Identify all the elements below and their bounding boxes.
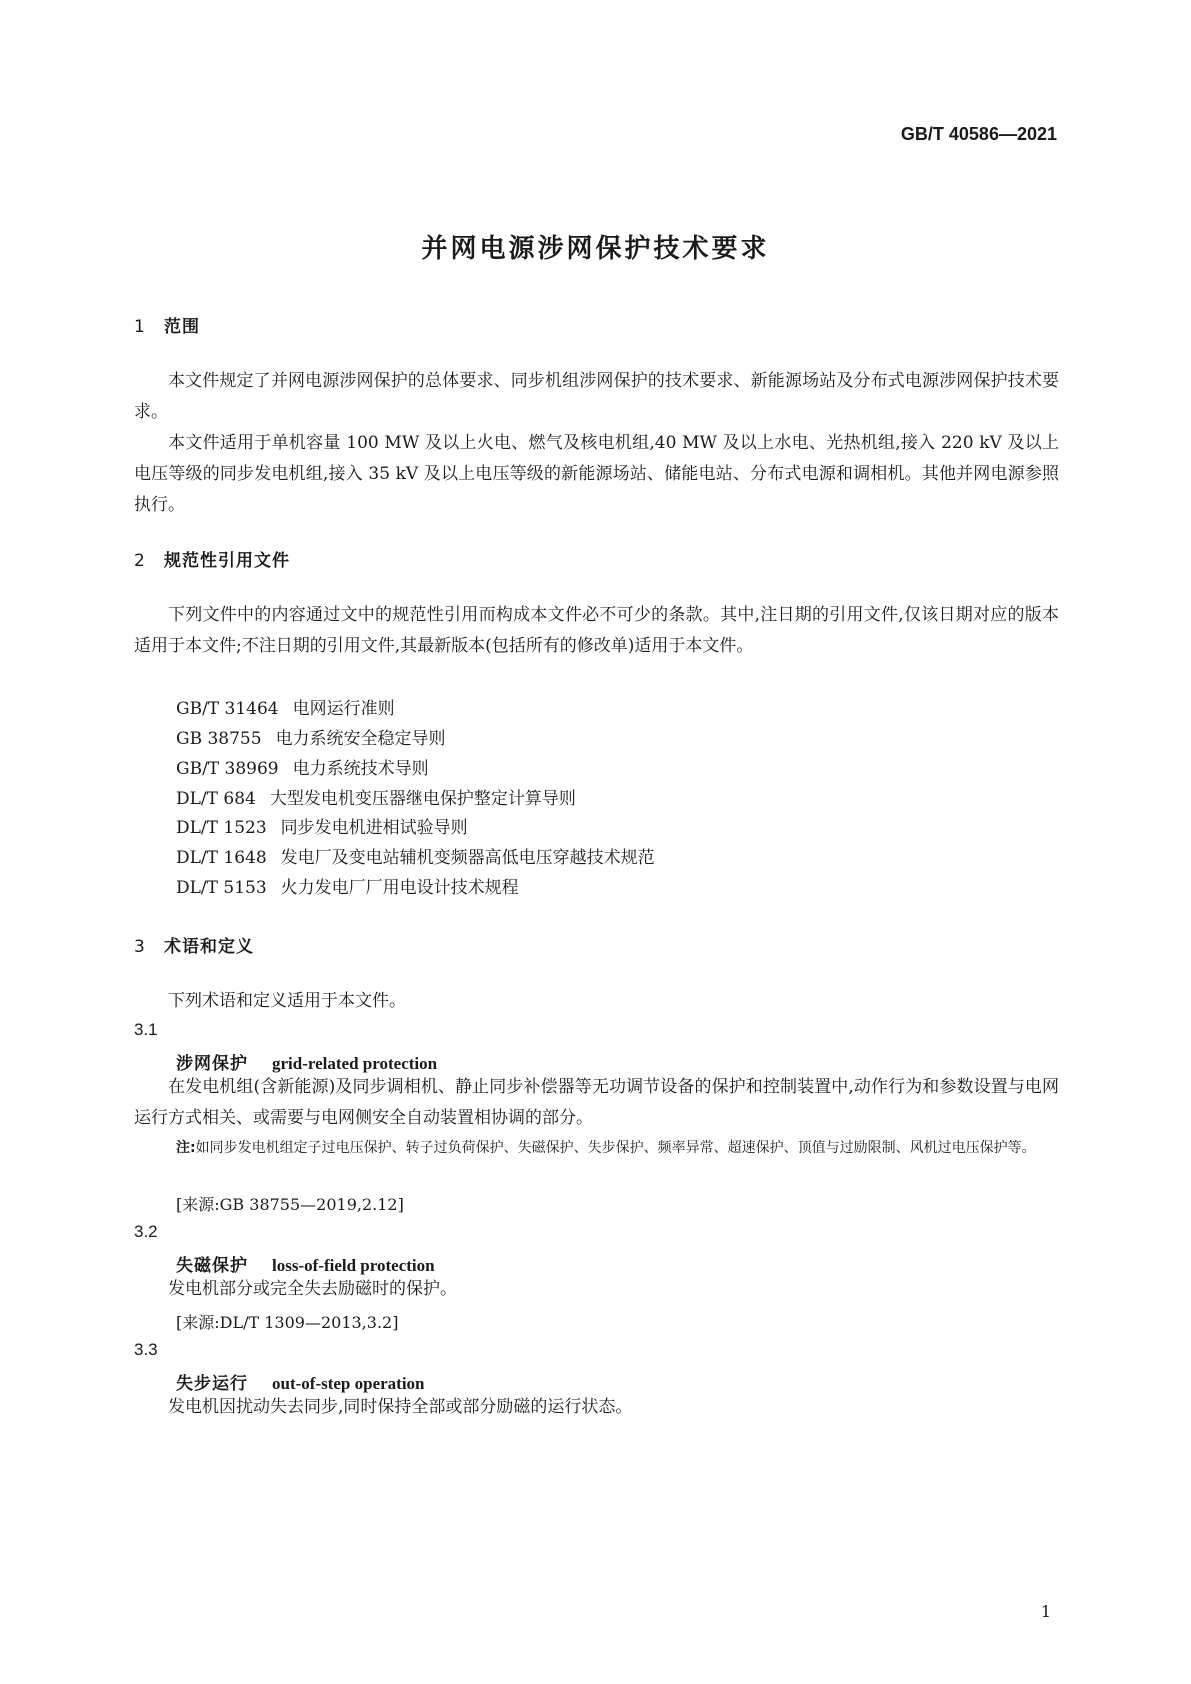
- reference-code: GB 38755: [176, 729, 262, 749]
- page-number: 1: [1040, 1602, 1051, 1621]
- reference-item: [176, 843, 655, 868]
- reference-title: 火力发电厂厂用电设计技术规程: [280, 878, 519, 898]
- term-en: loss-of-field protection: [272, 1256, 435, 1275]
- term-definition: 发电机部分或完全失去励磁时的保护。: [168, 1279, 457, 1299]
- term-heading: [176, 1049, 437, 1074]
- reference-code: DL/T 1648: [176, 848, 267, 868]
- section-1-heading: [134, 312, 200, 337]
- term-source: [来源:GB 38755—2019,2.12]: [176, 1195, 404, 1214]
- note-label: 注:: [176, 1140, 196, 1156]
- scope-paragraph-2: 本文件适用于单机容量 100 MW 及以上火电、燃气及核电机组,40 MW 及以上水电、光热机组,接入 220 kV 及以上电压等级的同步发电机组,接入 35 kV 及以上电压等级的新能源场站、储能电站、分布式电源和调相机。其他并网电源参照执行。: [134, 433, 1059, 515]
- reference-code: GB/T 38969: [176, 759, 279, 779]
- reference-title: 电力系统安全稳定导则: [275, 729, 446, 749]
- standard-code: GB/T 40586—2021: [900, 124, 1057, 144]
- term-heading: [176, 1251, 435, 1276]
- scope-paragraph-1: 本文件规定了并网电源涉网保护的总体要求、同步机组涉网保护的技术要求、新能源场站及分布式电源涉网保护技术要求。: [134, 371, 1059, 422]
- term-note: [176, 1136, 1059, 1161]
- term-number: 3.1: [134, 1020, 158, 1039]
- reference-title: 同步发电机进相试验导则: [280, 818, 468, 838]
- section-number: 2: [134, 551, 145, 571]
- section-3-heading: [134, 932, 254, 957]
- term-definition: 在发电机组(含新能源)及同步调相机、静止同步补偿器等无功调节设备的保护和控制装置中,动作行为和参数设置与电网运行方式相关、或需要与电网侧安全自动装置相协调的部分。: [134, 1077, 1059, 1128]
- note-text: 如同步发电机组定子过电压保护、转子过负荷保护、失磁保护、失步保护、频率异常、超速保护、顶值与过励限制、风机过电压保护等。: [195, 1140, 1036, 1156]
- term-definition: 发电机因扰动失去同步,同时保持全部或部分励磁的运行状态。: [168, 1397, 633, 1417]
- section-number: 3: [134, 937, 145, 957]
- reference-code: DL/T 5153: [176, 878, 267, 898]
- term-number: 3.2: [134, 1222, 158, 1241]
- term-zh: 失步运行: [176, 1374, 248, 1394]
- reference-code: DL/T 684: [176, 789, 256, 809]
- term-zh: 失磁保护: [176, 1256, 248, 1276]
- section-title: 术语和定义: [164, 937, 254, 957]
- section-2-heading: [134, 546, 290, 571]
- terms-intro-paragraph: 下列术语和定义适用于本文件。: [168, 991, 406, 1011]
- reference-title: 大型发电机变压器继电保护整定计算导则: [269, 789, 576, 809]
- reference-title: 电力系统技术导则: [292, 759, 429, 779]
- term-en: out-of-step operation: [272, 1374, 425, 1393]
- term-zh: 涉网保护: [176, 1054, 248, 1074]
- term-en: grid-related protection: [272, 1054, 438, 1073]
- term-heading: [176, 1369, 425, 1394]
- term-number: 3.3: [134, 1340, 158, 1359]
- reference-item: [176, 724, 446, 749]
- reference-title: 发电厂及变电站辅机变频器高低电压穿越技术规范: [280, 848, 655, 868]
- reference-code: DL/T 1523: [176, 818, 267, 838]
- reference-item: [176, 873, 519, 898]
- section-title: 规范性引用文件: [164, 551, 290, 571]
- reference-title: 电网运行准则: [292, 699, 395, 719]
- reference-item: [176, 784, 576, 809]
- document-title: 并网电源涉网保护技术要求: [421, 234, 770, 264]
- normative-refs-paragraph: 下列文件中的内容通过文中的规范性引用而构成本文件必不可少的条款。其中,注日期的引用文件,仅该日期对应的版本适用于本文件;不注日期的引用文件,其最新版本(包括所有的修改单)适用于本文件。: [134, 605, 1059, 656]
- reference-item: [176, 694, 395, 719]
- term-source: [来源:DL/T 1309—2013,3.2]: [176, 1313, 399, 1332]
- section-number: 1: [134, 317, 145, 337]
- reference-code: GB/T 31464: [176, 699, 279, 719]
- reference-item: [176, 754, 429, 779]
- section-title: 范围: [164, 317, 200, 337]
- reference-item: [176, 813, 468, 838]
